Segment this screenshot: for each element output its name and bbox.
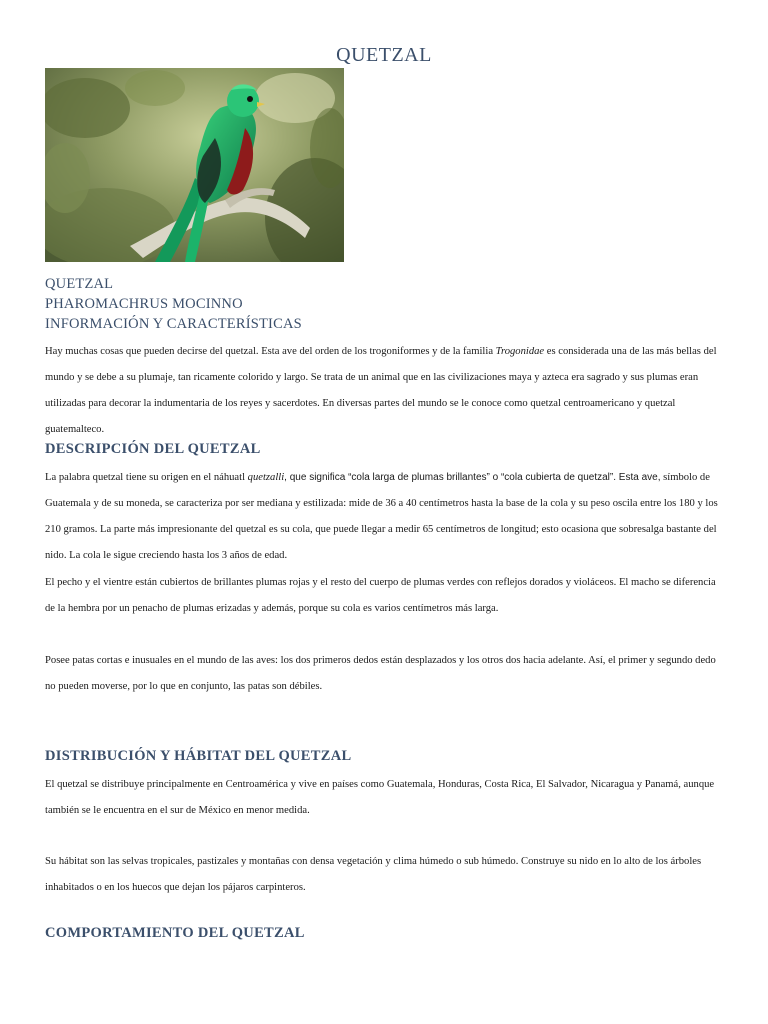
intro-text-1: Hay muchas cosas que pueden decirse del quetzal. Esta ave del orden de los trogoniformes y de la familia xyxy=(45,346,496,357)
description-italic-word: quetzalli xyxy=(247,472,285,483)
subheading-info: INFORMACIÓN Y CARACTERÍSTICAS xyxy=(45,316,302,332)
quetzal-bird-icon xyxy=(45,68,344,262)
section-heading-behavior: COMPORTAMIENTO DEL QUETZAL xyxy=(45,925,305,941)
intro-text-2: es considerada una de las más bellas del mundo y se debe a su plumaje, tan ricamente colorido y largo. Se trata de un animal que en las civilizaciones maya y azteca era sagrado y sus plumas eran utilizadas para decorar la indumentaria de los reyes y sacerdotes. En diversas partes del mundo se le conoce como quetzal centroamericano y quetzal guatemalteco. xyxy=(45,346,717,435)
description-text-2: símbolo de Guatemala y de su moneda, se caracteriza por ser mediana y estilizada: mide de 36 a 40 centímetros hasta la base de la cola y su peso oscila entre los 180 y los 210 gramos. La parte más impresionante del quetzal es su cola, que puede llegar a medir 65 centímetros de longitud; esto ocasiona que sobresalga bastante del nido. La cola le sigue creciendo hasta los 3 años de edad. xyxy=(45,472,718,561)
description-text-sans: , que significa “cola larga de plumas brillantes” o “cola cubierta de quetzal”. Esta ave, xyxy=(284,472,661,483)
subheading-common-name: QUETZAL xyxy=(45,276,114,292)
description-paragraph-3: Posee patas cortas e inusuales en el mundo de las aves: los dos primeros dedos están desplazados y los otros dos hacia adelante. Así, el primer y segundo dedo no pueden moverse, por lo que en conjunto, las patas son débiles. xyxy=(45,655,716,692)
document-title: QUETZAL xyxy=(336,44,432,66)
section-heading-description: DESCRIPCIÓN DEL QUETZAL xyxy=(45,441,261,457)
description-text-1: La palabra quetzal tiene su origen en el náhuatl xyxy=(45,472,248,483)
description-paragraph-1 xyxy=(45,465,725,569)
distribution-paragraph-2: Su hábitat son las selvas tropicales, pastizales y montañas con densa vegetación y clima húmedo o sub húmedo. Construye su nido en lo alto de los árboles inhabitados o en los huecos que dejan los pájaros carpinteros. xyxy=(45,856,702,893)
intro-paragraph xyxy=(45,339,725,443)
subheading-scientific-name: PHAROMACHRUS MOCINNO xyxy=(45,296,243,312)
description-paragraph-2: El pecho y el vientre están cubiertos de brillantes plumas rojas y el resto del cuerpo de plumas verdes con reflejos dorados y violáceos. El macho se diferencia de la hembra por un penacho de plumas erizadas y además, porque su cola es varios centímetros más larga. xyxy=(45,577,716,614)
title-block xyxy=(45,274,302,334)
section-heading-distribution: DISTRIBUCIÓN Y HÁBITAT DEL QUETZAL xyxy=(45,748,352,764)
distribution-paragraph-1: El quetzal se distribuye principalmente en Centroamérica y vive en países como Guatemala, Honduras, Costa Rica, El Salvador, Nicaragua y Panamá, aunque también se le encuentra en el sur de México en menor medida. xyxy=(45,779,715,816)
quetzal-photo xyxy=(45,68,344,262)
intro-italic-family: Trogonidae xyxy=(495,346,545,357)
